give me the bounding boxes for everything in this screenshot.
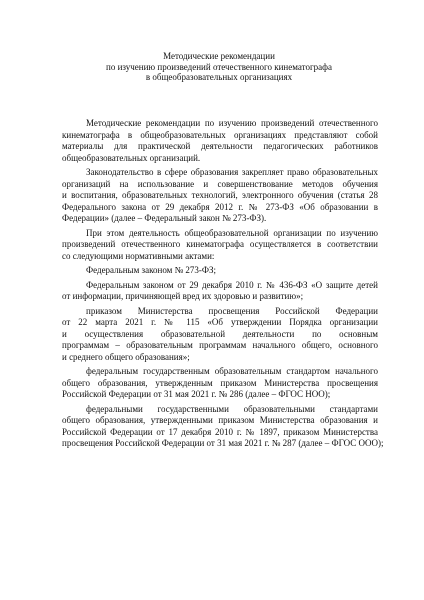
document-body [62, 118, 384, 453]
text-line: программам – образовательным программам начального общего, основного [62, 340, 378, 350]
text-line: и среднего общего образования»; [62, 351, 190, 362]
title-line: по изучению произведений отечественного кинематографа [106, 61, 332, 72]
text-line: и осуществления образовательной деятельности по основным [62, 328, 378, 339]
text-line: Методические рекомендации по изучению произведений отечественного [86, 118, 378, 128]
text-line: Федерального закона от 29 декабря 2012 г. № 273-ФЗ «Об образовании в [62, 201, 378, 212]
text-line: федеральным государственным образовательным стандартом начального [86, 366, 378, 376]
text-line: Российской Федерации от 17 декабря 2010 г. № 1897, приказом Министерства [62, 426, 378, 437]
text-line: материалы для практической деятельности педагогических работников [62, 141, 378, 151]
paragraph-normative-acts [62, 228, 378, 263]
text-line: организаций на использование и совершенствование методов обучения [62, 178, 378, 189]
list-item-law-436 [62, 280, 378, 303]
text-line: Законодательство в сфере образования закрепляет право образовательных [86, 167, 378, 177]
text-line: общеобразовательных организаций. [62, 152, 201, 163]
text-line: произведений отечественного кинематографа осуществляется в соответствии [62, 239, 378, 249]
document-title [60, 51, 378, 83]
text-line: кинематографа в общеобразовательных организациях представляют собой [62, 129, 378, 140]
title-line: в общеобразовательных организациях [145, 72, 293, 82]
text-line: Федеральным законом от 29 декабря 2010 г. № 436-ФЗ «О защите детей [86, 279, 378, 290]
text-line: от 22 марта 2021 г. № 115 «Об утверждении Порядка организации [62, 317, 378, 327]
list-item-fgos-ooo [62, 403, 384, 450]
list-item-fgos-noo [62, 366, 378, 401]
text-line: федеральными государственными образовательными стандартами [86, 403, 378, 414]
text-line: При этом деятельность общеобразовательной организации по изучению [86, 227, 378, 238]
list-item-law-273 [62, 265, 378, 277]
paragraph-intro [62, 118, 378, 164]
text-line: Российской Федерации от 31 мая 2021 г. № 286 (далее – ФГОС НОО); [62, 389, 331, 399]
text-line: Федеральным законом № 273-ФЗ; [86, 265, 217, 275]
list-item-order-115 [62, 306, 378, 364]
text-line: Федерации» (далее – Федеральный закон № 273-ФЗ). [62, 213, 267, 223]
text-line: со следующими нормативными актами: [62, 250, 215, 261]
title-line: Методические рекомендации [163, 51, 275, 61]
text-line: просвещения Российской Федерации от 31 мая 2021 г. № 287 (далее – ФГОС ООО); [62, 438, 384, 448]
paragraph-legislation [62, 167, 378, 225]
text-line: и воспитания, образовательных технологий, электронного обучения (статья 28 [62, 190, 378, 200]
text-line: общего образования, утвержденными приказом Министерства образования и [62, 415, 378, 425]
text-line: общего образования, утвержденным приказом Министерства просвещения [62, 377, 378, 388]
text-line: приказом Министерства просвещения Российской Федерации [86, 305, 378, 316]
text-line: от информации, причиняющей вред их здоровью и развитию»; [62, 291, 304, 301]
